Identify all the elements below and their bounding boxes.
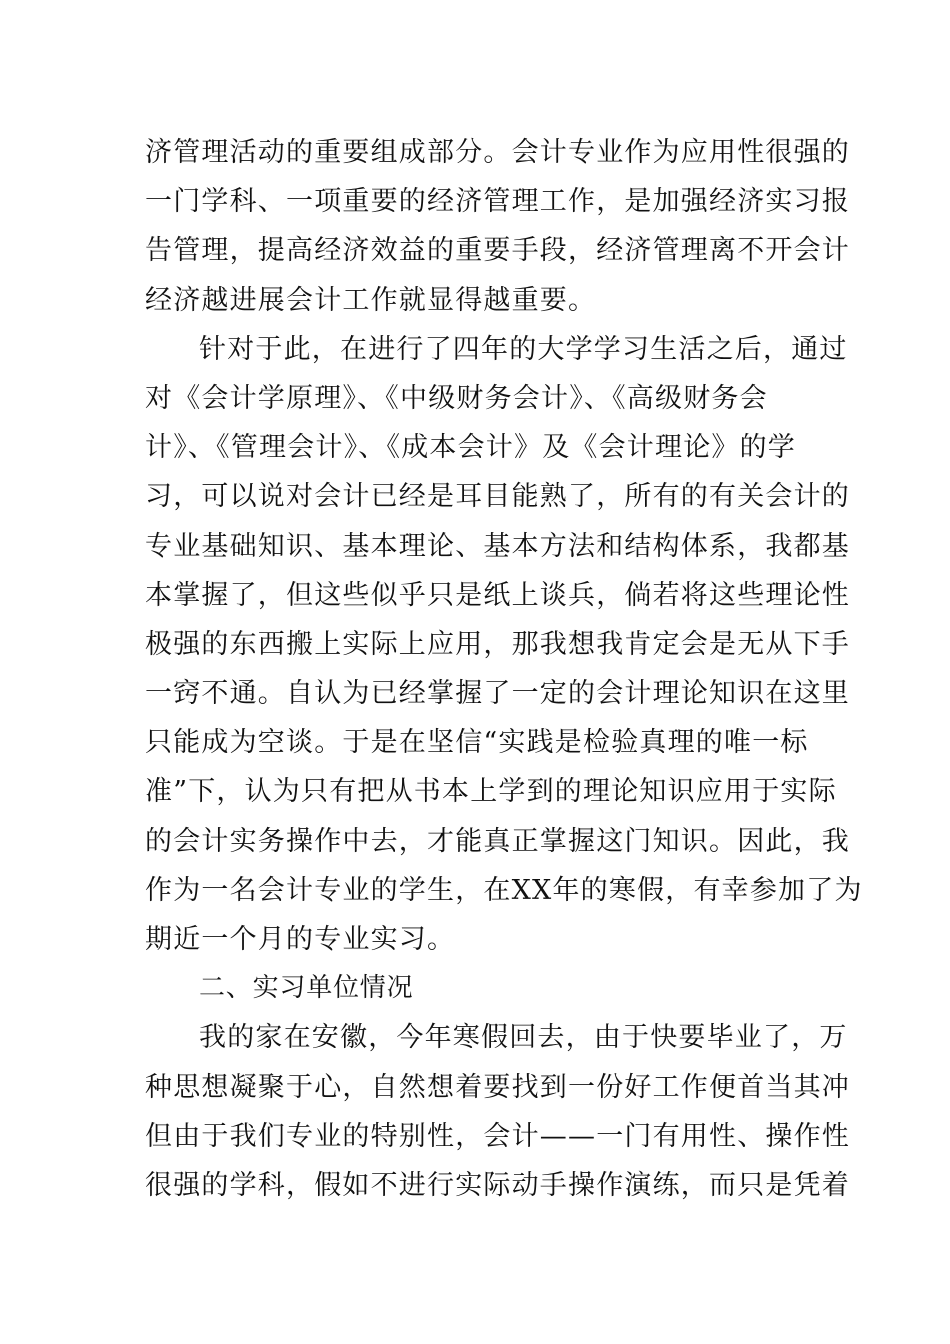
paragraph-line: 习，可以说对会计已经是耳目能熟了，所有的有关会计的 (145, 481, 850, 513)
paragraph-line: 针对于此，在进行了四年的大学学习生活之后，通过 (199, 333, 848, 365)
paragraph-line: 种思想凝聚于心，自然想着要找到一份好工作便首当其冲 (145, 1071, 850, 1103)
section-heading: 二、实习单位情况 (199, 973, 414, 1004)
paragraph-line: 一窍不通。自认为已经掌握了一定的会计理论知识在这里 (145, 678, 850, 710)
paragraph-line: 极强的东西搬上实际上应用，那我想我肯定会是无从下手 (145, 628, 850, 660)
paragraph-line: 济管理活动的重要组成部分。会计专业作为应用性很强的 (145, 137, 850, 168)
document-body (145, 128, 863, 1210)
paragraph-line: 专业基础知识、基本理论、基本方法和结构体系，我都基 (145, 530, 850, 562)
paragraph-line: 准”下，认为只有把从书本上学到的理论知识应用于实际 (145, 776, 837, 808)
paragraph-line: 对《会计学原理》、《中级财务会计》、《高级财务会 (145, 382, 768, 414)
paragraph-line: 只能成为空谈。于是在坚信“实践是检验真理的唯一标 (145, 727, 809, 759)
paragraph-line: 本掌握了，但这些似乎只是纸上谈兵，倘若将这些理论性 (145, 579, 850, 611)
paragraph-line: 作为一名会计专业的学生，在XX年的寒假，有幸参加了为 (145, 874, 863, 906)
paragraph-line: 的会计实务操作中去，才能真正掌握这门知识。因此，我 (145, 825, 850, 857)
paragraph-line: 计》、《管理会计》、《成本会计》及《会计理论》的学 (145, 432, 796, 464)
paragraph-line: 告管理，提高经济效益的重要手段，经济管理离不开会计 (145, 235, 850, 267)
paragraph-line: 期近一个月的专业实习。 (145, 924, 456, 955)
paragraph-line: 但由于我们专业的特别性，会计——一门有用性、操作性 (145, 1120, 850, 1152)
paragraph-line: 经济越进展会计工作就显得越重要。 (145, 284, 597, 316)
paragraph-line: 一门学科、一项重要的经济管理工作，是加强经济实习报 (145, 186, 850, 218)
paragraph-line: 很强的学科，假如不进行实际动手操作演练，而只是凭着 (145, 1169, 850, 1201)
paragraph-line: 我的家在安徽，今年寒假回去，由于快要毕业了，万 (199, 1022, 848, 1054)
